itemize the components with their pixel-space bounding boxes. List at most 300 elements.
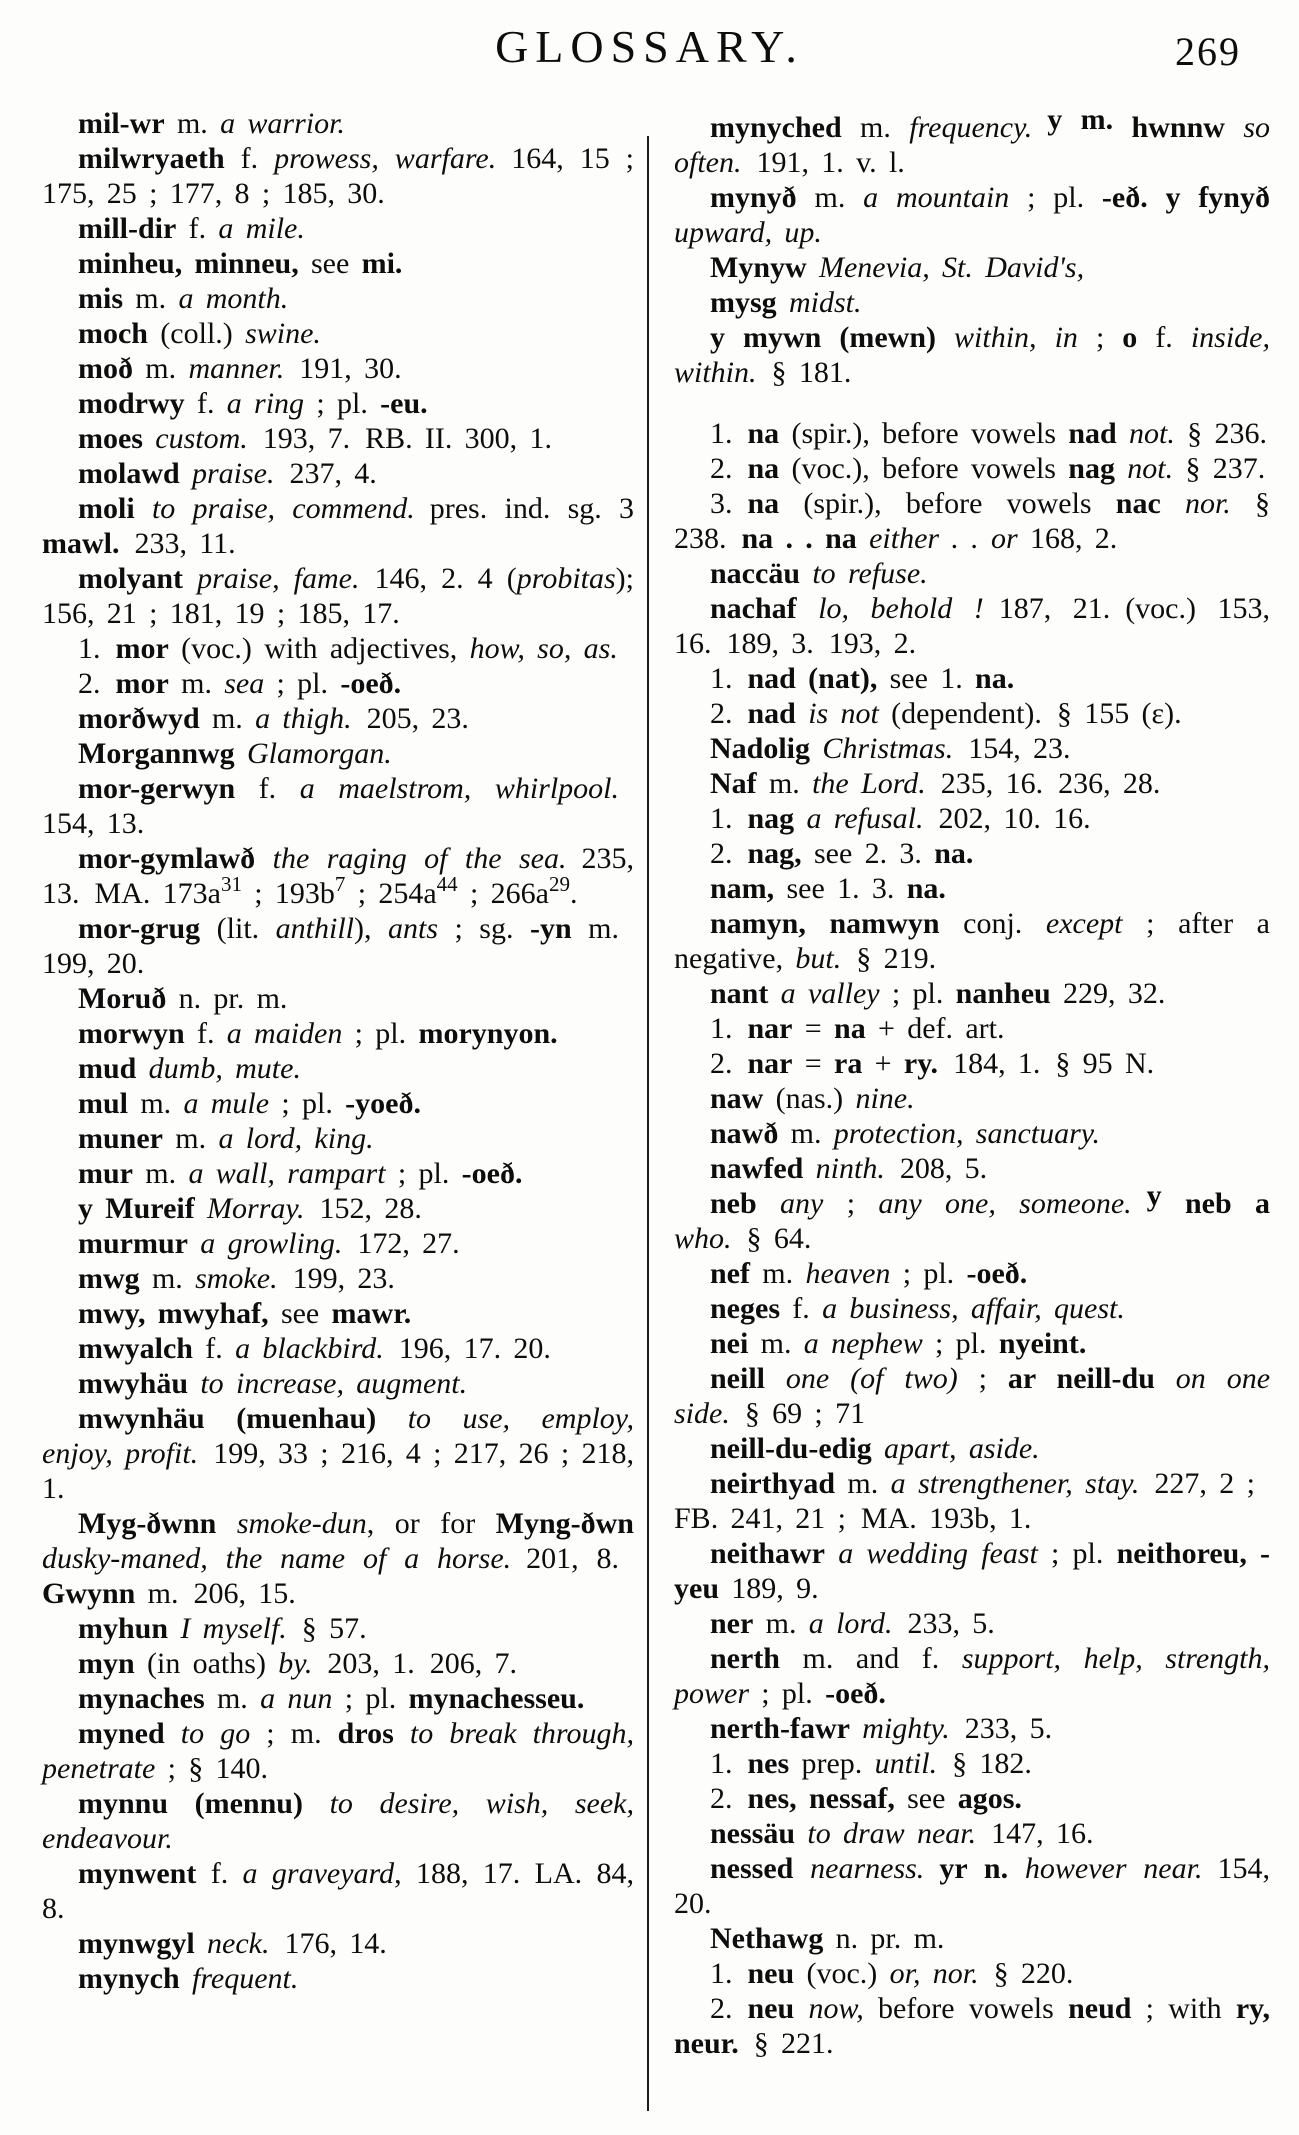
entry-text: ), [354, 912, 388, 945]
entry-text: pres. ind. sg. 3 [414, 492, 634, 525]
gloss: to go [180, 1717, 251, 1750]
glossary-entry [674, 1046, 1270, 1081]
headword: mis [78, 282, 123, 315]
entry-text [825, 1537, 838, 1570]
headword: ra [834, 1047, 863, 1080]
entry-text: 199, 33 ; 216, 4 ; 217, 26 ; 218, 1. [42, 1437, 634, 1505]
entry-text: f. [184, 387, 227, 420]
headword: na [834, 1012, 866, 1045]
gloss: how, so, as. [469, 632, 618, 665]
entry-text: conj. [939, 907, 1046, 940]
headword: dros [337, 1717, 394, 1750]
glossary-entry [42, 421, 634, 456]
entry-text: see [894, 1782, 958, 1815]
entry-text [807, 251, 819, 284]
headword: nes, nessaf, [747, 1782, 895, 1815]
headword: hwnnw [1113, 111, 1225, 144]
gloss: Christmas. [822, 732, 954, 765]
headword: Morgannwg [78, 737, 235, 770]
column-divider [647, 136, 649, 2111]
entry-text: ; pl. [332, 1682, 409, 1715]
entry-text: 2. [78, 667, 116, 700]
gloss: within, in [954, 321, 1078, 354]
glossary-entry [42, 281, 634, 316]
glossary-section-n [674, 416, 1270, 2061]
entry-text: 168, 2. [1017, 522, 1118, 555]
headword: moli [78, 492, 135, 525]
entry-text [765, 1362, 786, 1395]
glossary-entry [42, 1506, 634, 1611]
headword: milwryaeth [78, 142, 225, 175]
headword: mwyalch [78, 1332, 193, 1365]
reference-superscript: 7 [334, 872, 346, 896]
gloss: protection, sanctuary. [833, 1117, 1100, 1150]
glossary-entry [42, 631, 634, 666]
gloss: but. [795, 942, 842, 975]
entry-text [376, 1402, 407, 1435]
entry-text: f. [1137, 321, 1191, 354]
entry-text: m. [163, 1122, 219, 1155]
entry-text: m. 199, 20. [42, 912, 634, 980]
headword: nad (nat), [747, 662, 878, 695]
entry-text [165, 1717, 181, 1750]
entry-text [1161, 487, 1185, 520]
entry-text [793, 1852, 810, 1885]
entry-text: 164, 15 ; 175, 25 ; 177, 8 ; 185, 30. [42, 142, 635, 210]
entry-text: m. [796, 181, 864, 214]
gloss: a maelstrom, whirlpool. [299, 772, 620, 805]
entry-text: see 1. [877, 662, 976, 695]
entry-text [135, 492, 152, 525]
entry-text: before vowels [863, 1992, 1069, 2025]
headword: mur [78, 1157, 133, 1190]
gloss: so often. [674, 111, 1270, 179]
glossary-entry [42, 106, 634, 141]
glossary-entry [674, 696, 1270, 731]
headword: nawð [710, 1117, 779, 1150]
entry-text: 227, 2 ; FB. 241, 21 ; MA. 193b, 1. [674, 1467, 1271, 1535]
glossary-entry [674, 1361, 1270, 1431]
glossary-entry [674, 1851, 1270, 1921]
entry-text: 154, 23. [953, 732, 1071, 765]
glossary-entry [674, 320, 1270, 390]
entry-text: § 219. [841, 942, 937, 975]
gloss: frequency. [909, 111, 1033, 144]
glossary-entry [42, 1786, 634, 1856]
glossary-entry [42, 1191, 634, 1226]
right-column [674, 103, 1271, 2061]
headword: mawr. [331, 1297, 412, 1330]
entry-text [195, 1927, 207, 1960]
headword: mynwgyl [78, 1927, 195, 1960]
glossary-entry [674, 1081, 1270, 1116]
entry-text: see 2. 3. [801, 837, 935, 870]
gloss: or, nor. [889, 1957, 979, 1990]
gloss: a business, affair, quest. [822, 1292, 1125, 1325]
headword: mwy, mwyhaf, [78, 1297, 269, 1330]
gloss: now, [808, 1992, 864, 2025]
entry-text: 233, 5. [892, 1607, 995, 1640]
entry-text: 1. [710, 1747, 748, 1780]
entry-text: 1. [710, 417, 748, 450]
gloss: swine. [245, 317, 321, 350]
gloss: not. [1129, 417, 1175, 450]
headword: neud [1068, 1992, 1132, 2025]
reference-superscript: 44 [436, 872, 458, 896]
gloss: ants [387, 912, 438, 945]
entry-text [850, 1712, 862, 1745]
gloss: a graveyard [242, 1857, 395, 1890]
gloss: dumb, mute. [148, 1052, 301, 1085]
entry-text [810, 732, 822, 765]
headword: nerth-fawr [710, 1712, 850, 1745]
entry-text: ; [823, 1187, 879, 1220]
headword: ar neill-du [1007, 1362, 1155, 1395]
glossary-entry [42, 1086, 634, 1121]
glossary-entry [674, 1116, 1270, 1151]
entry-text [303, 1787, 330, 1820]
entry-text: m. [139, 1262, 196, 1295]
entry-text: ; pl. [890, 1257, 967, 1290]
headword: -eu. [380, 387, 428, 420]
reference-superscript: 29 [548, 872, 570, 896]
gloss: a growling. [200, 1227, 343, 1260]
headword: nyeint. [998, 1327, 1087, 1360]
entry-text [180, 1962, 192, 1995]
gloss: a nun [260, 1682, 333, 1715]
headword: mi. [361, 247, 403, 280]
entry-text: 1. [78, 632, 116, 665]
entry-text: + def. art. [865, 1012, 1005, 1045]
gloss: to desire, wish, seek, endeavour. [42, 1787, 634, 1855]
headword: mil-wr [78, 107, 165, 140]
entry-text: § 181. [756, 356, 852, 389]
gloss: to break through, penetrate [42, 1717, 634, 1785]
glossary-entry [674, 766, 1270, 801]
glossary-entry [42, 1646, 634, 1681]
headword: murmur [78, 1227, 188, 1260]
headword: mynyched [710, 111, 842, 144]
gloss: sea [224, 667, 265, 700]
entry-text: (in oaths) [134, 1647, 279, 1680]
entry-text: = [792, 1047, 835, 1080]
entry-text: ; pl. [264, 667, 341, 700]
gloss: to use, employ, enjoy, profit. [42, 1402, 634, 1470]
headword: Mynyw [710, 251, 807, 284]
headword: Naf [710, 767, 757, 800]
entry-text: ; [1077, 321, 1123, 354]
entry-text: ; 193b [241, 877, 335, 910]
headword: na. [975, 662, 1015, 695]
gloss: a mountain [863, 181, 1010, 214]
glossary-entry [674, 1536, 1270, 1606]
glossary-entry [674, 1151, 1270, 1186]
entry-text: 235, 13. MA. 173a [42, 842, 634, 910]
entry-text [168, 1612, 180, 1645]
glossary-entry [42, 841, 634, 911]
headword: neb a [1161, 1187, 1271, 1220]
gloss: by. [278, 1647, 313, 1680]
entry-text: see [298, 247, 362, 280]
gloss: nine. [855, 1082, 915, 1115]
entry-text [216, 1507, 236, 1540]
gloss: either . . or [869, 522, 1018, 555]
headword: nant [710, 977, 769, 1010]
entry-text: 237, 4. [274, 457, 377, 490]
entry-text: m. [128, 1087, 184, 1120]
gloss: a warrior. [220, 107, 345, 140]
entry-text: 189, 9. [719, 1572, 819, 1605]
glossary-entry [674, 1179, 1271, 1256]
headword: agos. [957, 1782, 1022, 1815]
headword: Myng-ðwn [495, 1507, 634, 1540]
entry-text [188, 1227, 200, 1260]
headword: nessäu [710, 1817, 796, 1850]
glossary-entry [674, 416, 1270, 451]
entry-text: (nas.) [763, 1082, 856, 1115]
entry-text: see 1. 3. [774, 872, 907, 905]
entry-text [394, 1717, 410, 1750]
headword: neirthyad [710, 1467, 836, 1500]
gloss: a month. [178, 282, 289, 315]
entry-text: m. [750, 1257, 806, 1290]
headword: na . . na [741, 522, 857, 555]
glossary-entry [674, 180, 1270, 250]
headword: -oeð. [966, 1257, 1028, 1290]
gloss: support, help, strength, power [674, 1642, 1270, 1710]
headword: myned [78, 1717, 165, 1750]
glossary-entry [674, 591, 1270, 661]
glossary-entry [674, 103, 1270, 180]
gloss: the Lord. [812, 767, 926, 800]
glossary-entry [42, 771, 634, 841]
gloss: nearness. [810, 1852, 925, 1885]
glossary-entry [42, 1156, 634, 1191]
entry-text: ; pl. [385, 1157, 462, 1190]
entry-text: m. [841, 111, 910, 144]
entry-text: 2. [710, 1782, 748, 1815]
entry-text: m. [756, 767, 813, 800]
entry-text: 1. [710, 1957, 748, 1990]
entry-text: ; pl. [304, 387, 381, 420]
glossary-entry [42, 1296, 634, 1331]
entry-text: (coll.) [148, 317, 246, 350]
glossary-entry [42, 1716, 634, 1786]
entry-text: § 237. [1173, 452, 1266, 485]
glossary-entry [42, 1366, 634, 1401]
headword: myhun [78, 1612, 169, 1645]
entry-text: 208, 5. [884, 1152, 988, 1185]
glossary-entry [674, 1711, 1270, 1746]
entry-text: m. [835, 1467, 891, 1500]
entry-text: 205, 23. [351, 702, 469, 735]
gloss: upward, up. [674, 216, 822, 249]
entry-text: ; [957, 1362, 1008, 1395]
glossary-entry [674, 1256, 1270, 1291]
entry-text [1032, 111, 1047, 144]
entry-text: ; with [1131, 1992, 1236, 2025]
headword: na. [934, 837, 974, 870]
glossary-entry [42, 911, 634, 981]
entry-text: ; § 140. [155, 1752, 269, 1785]
gloss: a thigh. [255, 702, 352, 735]
entry-text: n. pr. m. [823, 1922, 945, 1955]
gloss: probitas [516, 562, 616, 595]
entry-text: 2. [710, 1047, 748, 1080]
glossary-entry [674, 1466, 1270, 1536]
entry-text [777, 286, 789, 319]
headword: mysg [710, 286, 777, 319]
entry-text: 1. [710, 1012, 748, 1045]
glossary-entry [674, 486, 1270, 556]
gloss: lo, behold ! [818, 592, 984, 625]
gloss: to increase, augment. [200, 1367, 468, 1400]
glossary-entry [674, 1956, 1270, 1991]
headword: nag [747, 802, 795, 835]
entry-text [1132, 1187, 1147, 1220]
headword: morynyon. [418, 1017, 558, 1050]
gloss: custom. [142, 422, 248, 455]
entry-text: ; pl. [269, 1087, 346, 1120]
entry-text: ; m. [250, 1717, 338, 1750]
headword: nag, [747, 837, 802, 870]
headword: molyant [78, 562, 183, 595]
entry-text: ; pl. [749, 1677, 826, 1710]
headword: Nethawg [710, 1922, 824, 1955]
entry-text [1008, 1852, 1025, 1885]
glossary-entry [674, 1746, 1270, 1781]
headword: nad [747, 697, 796, 730]
headword: Gwynn [42, 1577, 136, 1610]
glossary-entry [42, 1401, 634, 1506]
glossary-entry [42, 456, 634, 491]
entry-text: f. [184, 1017, 227, 1050]
gloss: except [1045, 907, 1123, 940]
entry-text: 152, 28. [304, 1192, 422, 1225]
headword: mwyhäu [78, 1367, 189, 1400]
glossary-entry [674, 731, 1270, 766]
glossary-entry [674, 1606, 1270, 1641]
headword: mul [78, 1087, 129, 1120]
headword: nawfed [710, 1152, 804, 1185]
entry-text: prep. [789, 1747, 875, 1780]
glossary-entry [674, 976, 1270, 1011]
headword: y [1146, 1179, 1162, 1212]
entry-text: f. [196, 1857, 243, 1890]
glossary-entry [42, 1051, 634, 1086]
entry-text [183, 562, 197, 595]
entry-text [796, 697, 808, 730]
gloss: ninth. [815, 1152, 885, 1185]
entry-text: m. [778, 1117, 834, 1150]
headword: neu [747, 1992, 795, 2025]
entry-text: 191, 30. [284, 352, 402, 385]
entry-text: ; pl. [922, 1327, 999, 1360]
entry-text [1115, 452, 1127, 485]
headword: Moruð [78, 982, 167, 1015]
entry-text: § 69 ; 71 [729, 1397, 866, 1430]
headword: mwg [78, 1262, 140, 1295]
gloss: smoke-dun [236, 1507, 367, 1540]
entry-text: (voc.) [794, 1957, 890, 1990]
entry-text: ); 156, 21 ; 181, 19 ; 185, 17. [42, 562, 634, 630]
headword: nerth [710, 1642, 780, 1675]
gloss: a wall, rampart [188, 1157, 386, 1190]
glossary-entry [674, 1641, 1270, 1711]
gloss: a lord, king. [218, 1122, 374, 1155]
headword: modrwy [78, 387, 185, 420]
glossary-entry [42, 386, 634, 421]
glossary-entry [42, 1681, 634, 1716]
entry-text: 176, 14. [269, 1927, 387, 1960]
entry-text: see [268, 1297, 332, 1330]
entry-text: 196, 17. 20. [383, 1332, 551, 1365]
headword: Nadolig [710, 732, 811, 765]
entry-text [1117, 417, 1129, 450]
gloss: any one, someone. [878, 1187, 1132, 1220]
glossary-entry [674, 1991, 1270, 2061]
gloss: to draw near. [807, 1817, 977, 1850]
entry-text: § 64. [731, 1222, 812, 1255]
reference-superscript: 31 [220, 872, 242, 896]
headword: mor-gerwyn [78, 772, 236, 805]
entry-text: 191, 1. v. l. [741, 146, 905, 179]
headword: mynaches [78, 1682, 205, 1715]
gloss: Menevia, St. David's, [818, 251, 1085, 284]
entry-text [794, 802, 806, 835]
glossary-section-m [42, 106, 634, 1996]
entry-text: , or for [366, 1507, 496, 1540]
glossary-entry [42, 1261, 634, 1296]
gloss: mighty. [862, 1712, 950, 1745]
headword: -oeð. [461, 1157, 523, 1190]
entry-text: 146, 2. 4 ( [359, 562, 517, 595]
glossary-entry [674, 871, 1270, 906]
entry-text: 1. [710, 802, 748, 835]
entry-text: 1. [710, 662, 748, 695]
entry-text: 201, 8. [511, 1542, 634, 1575]
headword: mor-gymlawð [78, 842, 256, 875]
gloss: one (of two) [785, 1362, 958, 1395]
headword: nar [747, 1012, 793, 1045]
gloss: a lord. [808, 1607, 893, 1640]
page-number: 269 [1175, 29, 1241, 74]
entry-text: m. [123, 282, 179, 315]
entry-text: 172, 27. [342, 1227, 460, 1260]
gloss: a nephew [803, 1327, 923, 1360]
headword: ner [710, 1607, 754, 1640]
headword: nag [1068, 452, 1115, 485]
gloss: the raging of the sea. [272, 842, 567, 875]
entry-text [757, 1187, 780, 1220]
page-title: GLOSSARY. [495, 21, 804, 72]
entry-text: ; 254a [345, 877, 437, 910]
entry-text [936, 321, 954, 354]
entry-text [1148, 181, 1166, 214]
entry-text: n. pr. m. [166, 982, 288, 1015]
entry-text [795, 1817, 807, 1850]
headword: naw [710, 1082, 764, 1115]
entry-text: 229, 32. [1050, 977, 1166, 1010]
gloss: on one side. [674, 1362, 1271, 1430]
headword: nef [710, 1257, 750, 1290]
headword: naccäu [710, 557, 800, 590]
entry-text: (dependent). § 155 (ε). [878, 697, 1182, 730]
entry-text: 193, 7. RB. II. 300, 1. [247, 422, 552, 455]
glossary-entry [42, 351, 634, 386]
entry-text [1155, 1362, 1176, 1395]
gloss: Glamorgan. [246, 737, 392, 770]
